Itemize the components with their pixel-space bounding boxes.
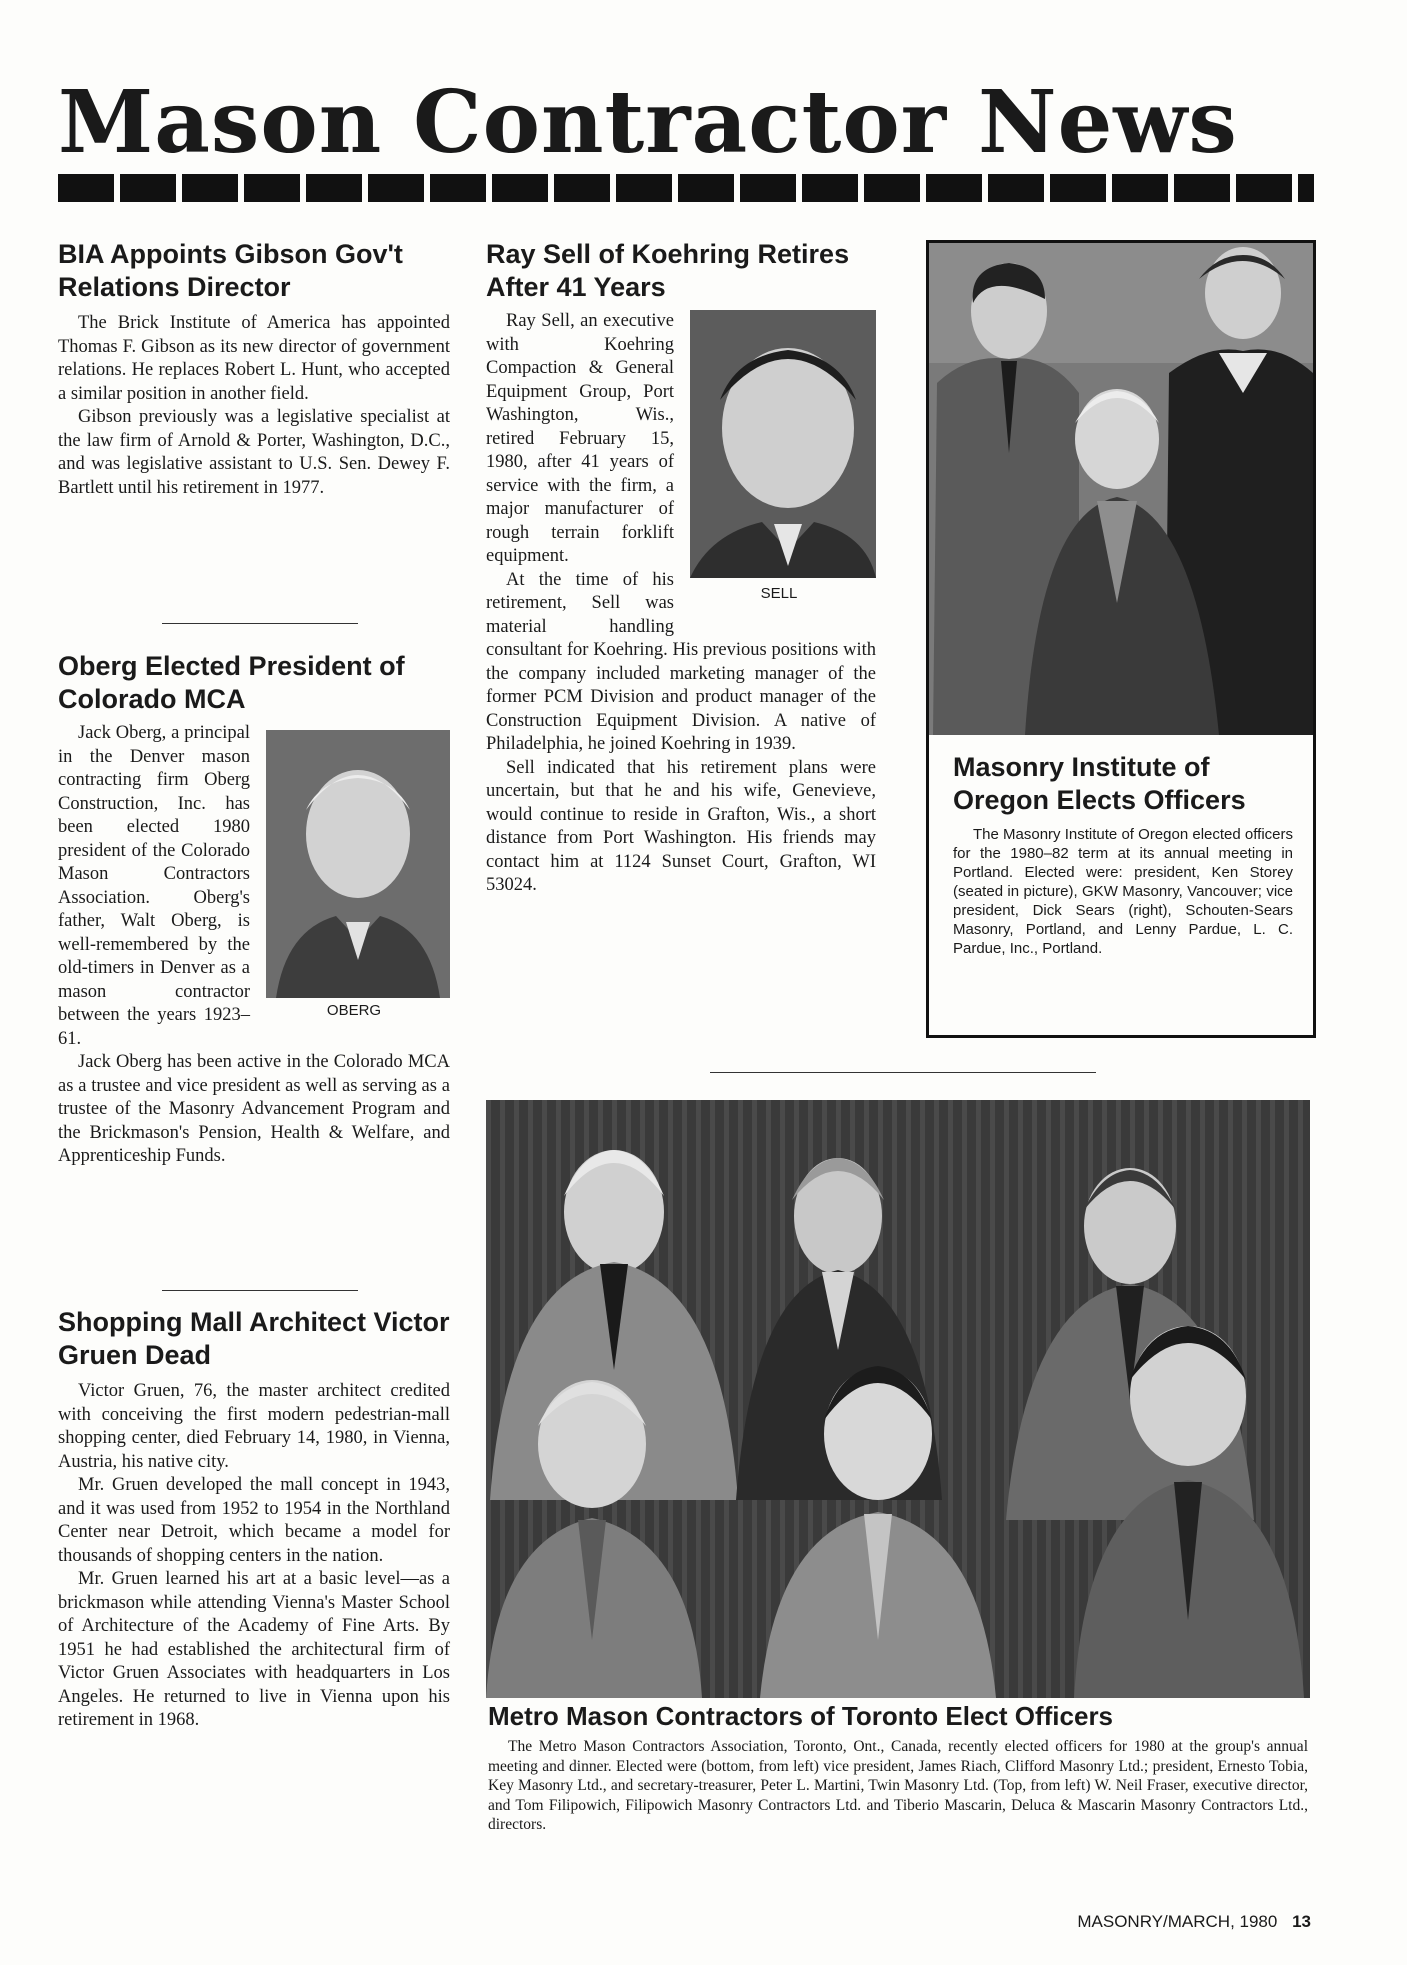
headline-gruen: Shopping Mall Architect Victor Gruen Dead [58, 1307, 450, 1370]
paragraph: Jack Oberg, a principal in the Denver mason contracting firm Oberg Construction, Inc. has been elected 1980 president of the Colorado Mason Contractors Association. Oberg's father, Walt Oberg, is well-remembered by the old-timers in Denver as a mason contractor between the years 1923–61. [58, 723, 250, 1049]
body-toronto [488, 1737, 1308, 1835]
divider [162, 1290, 358, 1291]
article-toronto [488, 1700, 1308, 1835]
paragraph: Sell indicated that his retirement plans were uncertain, but that he and his wife, Genevieve, would continue to reside in Grafton, Wis., a short distance from Port Washington. His friends may contact him at 1124 Sunset Court, Grafton, WI 53024. [486, 757, 876, 895]
oberg-photo-frame [258, 730, 450, 1019]
article-gruen [58, 1306, 450, 1733]
paragraph: The Brick Institute of America has appointed Thomas F. Gibson as its new director of government relations. He replaces Robert L. Hunt, who accepted a similar position in another field. [58, 313, 450, 404]
oberg-photo-caption: OBERG [326, 1002, 382, 1019]
paragraph: The Masonry Institute of Oregon elected officers for the 1980–82 term at its annual meeting in Portland. Elected were: president, Ken Storey (seated in picture), GKW Masonry, Vancouver; vice president, Dick Sears (right), Schouten-Sears Masonry, Portland, and Lenny Pardue, L. C. Pardue, Inc., Portland. [953, 826, 1293, 957]
body-sell [486, 310, 876, 898]
paragraph: At the time of his retirement, Sell was material handling consultant for Koehring. His previous positions with the company included marketing manager of the former PCM Division and product manager of the Construction Equipment Division. A native of Philadelphia, he joined Koehring in 1939. [486, 569, 876, 754]
oberg-photo [266, 730, 450, 998]
headline-oregon: Masonry Institute of Oregon Elects Officers [953, 752, 1246, 815]
headline-toronto: Metro Mason Contractors of Toronto Elect Officers [488, 1701, 1114, 1731]
headline-oberg: Oberg Elected President of Colorado MCA [58, 651, 405, 714]
page-number: 13 [1292, 1912, 1311, 1931]
body-oregon [953, 825, 1293, 958]
paragraph: The Metro Mason Contractors Association, Toronto, Ont., Canada, recently elected officers for 1980 at the group's annual meeting and dinner. Elected were (bottom, from left) vice president, James Riach, Clifford Masonry Ltd.; president, Ernesto Tobia, Key Masonry Ltd., and secretary-treasurer, Peter L. Martini, Twin Masonry Ltd. (Top, from left) W. Neil Fraser, executive director, and Tom Filipowich, Filipowich Masonry Contractors Ltd. and Tiberio Mascarin, Deluca & Mascarin Masonry Contractors Ltd., directors. [488, 1738, 1308, 1833]
body-gibson [58, 312, 450, 500]
divider [162, 623, 358, 624]
article-oberg [58, 650, 450, 1169]
oregon-group-photo [929, 243, 1313, 735]
masthead-title: Mason Contractor News [58, 78, 1238, 168]
footer-issue: MASONRY/MARCH, 1980 [1077, 1912, 1278, 1931]
article-gibson [58, 238, 450, 500]
sell-photo [690, 310, 876, 578]
paragraph: Victor Gruen, 76, the master architect credited with conceiving the first modern pedestrian-mall shopping center, died February 14, 1980, in Vienna, Austria, his native city. [58, 1381, 450, 1472]
toronto-group-photo [486, 1100, 1310, 1698]
paragraph: Mr. Gruen learned his art at a basic level—as a brickmason while attending Vienna's Master School of Architecture of the Academy of Fine Arts. By 1951 he had established the architectural firm of Victor Gruen Associates with headquarters in Los Angeles. He returned to live in Vienna upon his retirement in 1968. [58, 1569, 450, 1730]
masthead-rule [58, 174, 1314, 202]
paragraph: Jack Oberg has been active in the Colorado MCA as a trustee and vice president as well as serving as a trustee of the Masonry Advancement Program and the Brickmason's Pension, Health & Welfare, and Apprenticeship Funds. [58, 1052, 450, 1166]
body-gruen [58, 1380, 450, 1733]
divider [710, 1072, 1096, 1073]
sell-photo-caption: SELL [760, 585, 798, 602]
headline-sell: Ray Sell of Koehring Retires After 41 Years [486, 239, 850, 302]
page-footer [1077, 1912, 1311, 1932]
article-sell [486, 238, 876, 898]
paragraph: Ray Sell, an executive with Koehring Compaction & General Equipment Group, Port Washington, Wis., retired February 15, 1980, after 41 years of service with the firm, a major manufacturer of rough terrain forklift equipment. [486, 311, 674, 566]
article-oregon [926, 240, 1316, 1038]
headline-gibson: BIA Appoints Gibson Gov't Relations Director [58, 239, 403, 302]
paragraph: Mr. Gruen developed the mall concept in 1943, and it was used from 1952 to 1954 in the Northland Center near Detroit, which became a model for thousands of shopping centers in the nation. [58, 1475, 450, 1566]
paragraph: Gibson previously was a legislative specialist at the law firm of Arnold & Porter, Washington, D.C., and was legislative assistant to U.S. Sen. Dewey F. Bartlett until his retirement in 1977. [58, 407, 450, 498]
sell-photo-frame [682, 310, 876, 618]
